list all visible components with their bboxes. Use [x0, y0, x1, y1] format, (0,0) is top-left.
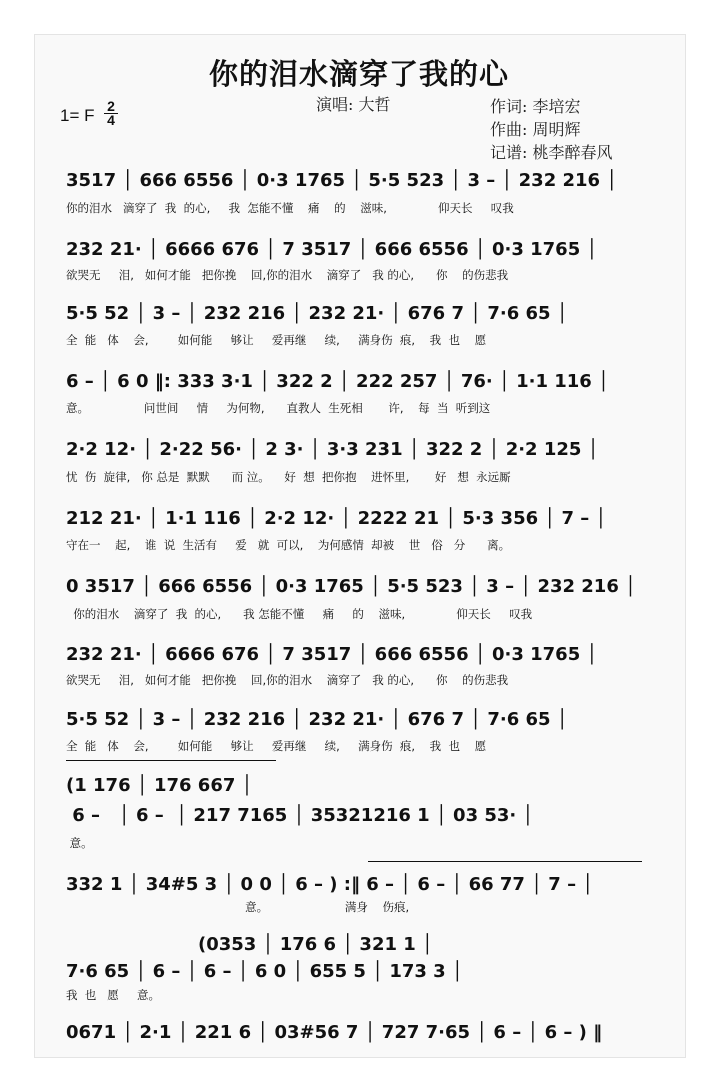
- notation-line-12: 7·6 65 │ 6 – │ 6 – │ 6 0 │ 655 5 │ 173 3 │: [66, 961, 463, 982]
- lyric-line-8: 欲哭无 泪, 如何才能 把你挽 回,你的泪水 滴穿了 我 的心, 你 的伤悲我: [66, 673, 509, 687]
- lyric-line-4: 意。 问世间 情 为何物, 直教人 生死相 许, 每 当 听到这: [66, 401, 491, 415]
- lyric-line-9: 全 能 体 会, 如何能 够让 爱再继 续, 满身伤 痕, 我 也 愿: [66, 739, 487, 753]
- meter-bottom: 4: [104, 113, 118, 127]
- notation-line-3: 5·5 52 │ 3 – │ 232 216 │ 232 21· │ 676 7 │ 7·6 65 │: [66, 303, 568, 324]
- interlude-line-upper: (1 176 │ 176 667 │: [66, 775, 253, 796]
- lyric-line-12: 我 也 愿 意。: [66, 988, 161, 1002]
- transcriber-credit: 记谱: 桃李醉春风: [490, 143, 613, 162]
- composer-credit: 作曲: 周明辉: [490, 120, 581, 139]
- notation-line-10: 6 – │ 6 – │ 217 7165 │ 35321216 1 │ 03 53· │: [66, 805, 534, 826]
- interlude-line-upper-2: (0353 │ 176 6 │ 321 1 │: [198, 934, 433, 955]
- lyric-line-1: 你的泪水 滴穿了 我 的心, 我 怎能不懂 痛 的 滋味, 仰天长 叹我: [66, 201, 514, 215]
- second-ending-bracket: [368, 861, 642, 862]
- time-signature: [104, 100, 118, 127]
- notation-line-7: 0 3517 │ 666 6556 │ 0·3 1765 │ 5·5 523 │ 3 – │ 232 216 │: [66, 576, 636, 597]
- notation-line-6: 212 21· │ 1·1 116 │ 2·2 12· │ 2222 21 │ 5·3 356 │ 7 – │: [66, 508, 607, 529]
- meter-top: 2: [107, 98, 115, 114]
- lyricist-credit: 作词: 李培宏: [490, 97, 581, 116]
- singer-credit: 演唱: 大哲: [316, 95, 391, 114]
- lyric-line-11: 意。 满身 伤痕,: [66, 900, 410, 914]
- notation-line-1: 3517 │ 666 6556 │ 0·3 1765 │ 5·5 523 │ 3 – │ 232 216 │: [66, 170, 618, 191]
- lyric-line-6: 守在一 起, 谁 说 生活有 爱 就 可以, 为何感情 却被 世 俗 分 离。: [66, 538, 511, 552]
- key-signature: 1= F: [60, 106, 95, 125]
- lyric-line-5: 忧 伤 旋律, 你 总是 默默 而 泣。 好 想 把你抱 进怀里, 好 想 永远厮: [66, 470, 511, 484]
- lyric-line-7: 你的泪水 滴穿了 我 的心, 我 怎能不懂 痛 的 滋味, 仰天长 叹我: [66, 607, 533, 621]
- notation-line-13: 0671 │ 2·1 │ 221 6 │ 03#56 7 │ 727 7·65 │ 6 – │ 6 – ) ‖: [66, 1022, 603, 1043]
- notation-line-5: 2·2 12· │ 2·22 56· │ 2 3· │ 3·3 231 │ 322 2 │ 2·2 125 │: [66, 439, 599, 460]
- notation-line-9: 5·5 52 │ 3 – │ 232 216 │ 232 21· │ 676 7 │ 7·6 65 │: [66, 709, 568, 730]
- lyric-line-3: 全 能 体 会, 如何能 够让 爱再继 续, 满身伤 痕, 我 也 愿: [66, 333, 487, 347]
- notation-line-8: 232 21· │ 6666 676 │ 7 3517 │ 666 6556 │ 0·3 1765 │: [66, 644, 598, 665]
- notation-line-2: 232 21· │ 6666 676 │ 7 3517 │ 666 6556 │ 0·3 1765 │: [66, 239, 598, 260]
- lyric-line-2: 欲哭无 泪, 如何才能 把你挽 回,你的泪水 滴穿了 我 的心, 你 的伤悲我: [66, 268, 509, 282]
- notation-line-11: 332 1 │ 34#5 3 │ 0 0 │ 6 – ) :‖ 6 – │ 6 – │ 66 77 │ 7 – │: [66, 874, 594, 895]
- lyric-line-10: 意。: [66, 836, 93, 850]
- notation-line-4: 6 – │ 6 0 ‖: 333 3·1 │ 322 2 │ 222 257 │ 76· │ 1·1 116 │: [66, 371, 609, 392]
- first-ending-bracket: [66, 760, 276, 761]
- song-title: 你的泪水滴穿了我的心: [208, 57, 509, 91]
